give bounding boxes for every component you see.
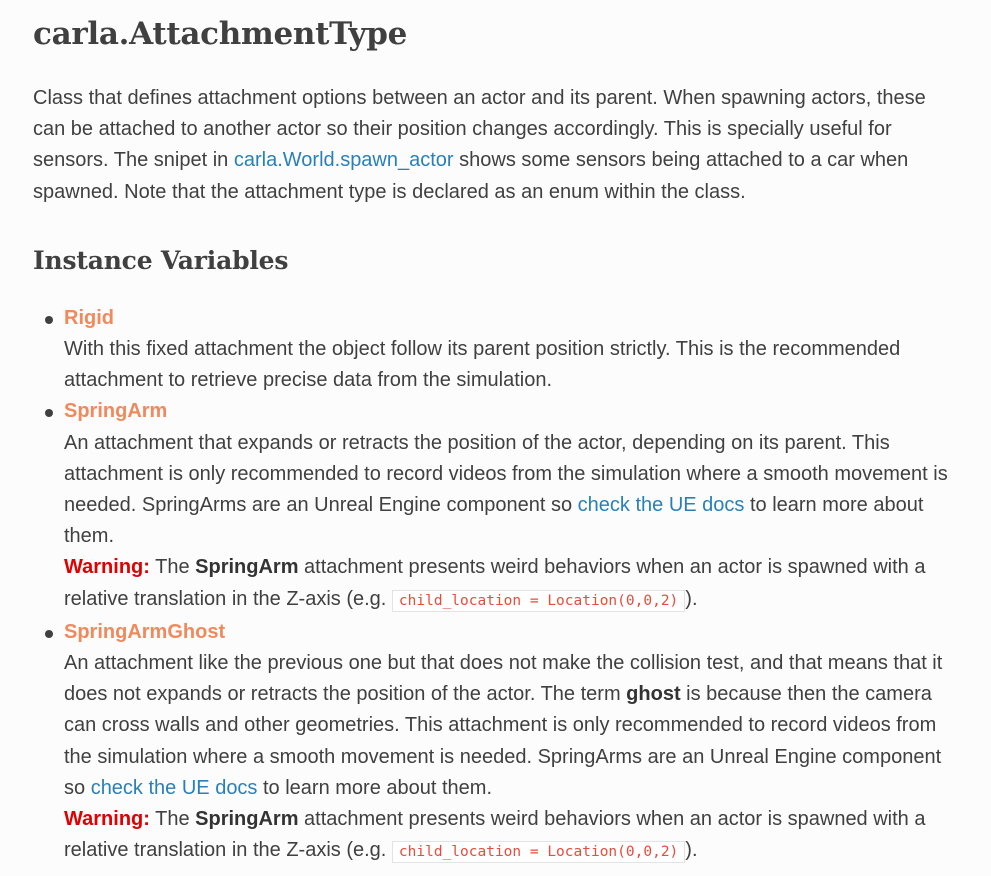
var-desc-ghost-a: An attachment like the previous one but that does not make the collision test, and that means that it does not expands or retracts the position of the actor. The term xyxy=(64,652,943,706)
var-desc-ghost-b: is because then the camera can cross walls and other geometries. This attachment is only recommended to record videos from the simulation where a smooth movement is needed. SpringArms are an Unreal Engine component so xyxy=(64,683,942,799)
ue-docs-link[interactable]: check the UE docs xyxy=(90,776,258,799)
warning-text-c: ). xyxy=(685,587,698,610)
list-item-springarmghost xyxy=(33,617,948,869)
spawn-actor-link[interactable]: carla.World.spawn_actor xyxy=(233,149,454,172)
warning-springarm-strong: SpringArm xyxy=(195,808,299,831)
var-desc-springarm-b: to learn more about them. xyxy=(64,494,924,548)
warning-text-c: ). xyxy=(685,839,698,862)
warning-text-b: attachment presents weird behaviors when an actor is spawned with a relative translation in the Z-axis (e.g. xyxy=(64,556,926,610)
warning-text-b: attachment presents weird behaviors when an actor is spawned with a relative translation in the Z-axis (e.g. xyxy=(64,808,926,862)
ghost-term-strong: ghost xyxy=(626,683,681,706)
var-name-springarmghost: SpringArmGhost xyxy=(64,620,226,643)
warning-text-a: The xyxy=(149,808,196,831)
warning-text-a: The xyxy=(149,556,196,579)
bullet-icon xyxy=(45,409,53,417)
page-title: carla.AttachmentType xyxy=(33,16,408,52)
warning-label: Warning: xyxy=(64,808,150,831)
code-snippet: child_location = Location(0,0,2) xyxy=(392,841,685,863)
var-desc-ghost-c: to learn more about them. xyxy=(257,776,493,799)
warning-springarm-strong: SpringArm xyxy=(195,556,299,579)
bullet-icon xyxy=(45,630,53,638)
var-name-springarm: SpringArm xyxy=(64,400,168,423)
intro-text-2: shows some sensors being attached to a car when spawned. Note that the attachment type is declared as an enum within the class. xyxy=(33,149,909,203)
warning-label: Warning: xyxy=(64,556,150,579)
var-name-rigid: Rigid xyxy=(64,306,114,329)
intro-text-1: Class that defines attachment options between an actor and its parent. When spawning actors, these can be attached to another actor so their position changes accordingly. This is specially useful for sensors. The snipet in xyxy=(33,87,926,172)
var-desc-rigid: With this fixed attachment the object follow its parent position strictly. This is the recommended attachment to retrieve precise data from the simulation. xyxy=(64,338,901,392)
intro-paragraph xyxy=(33,83,948,208)
ue-docs-link[interactable]: check the UE docs xyxy=(577,494,745,517)
list-item-springarm xyxy=(33,396,948,616)
bullet-icon xyxy=(45,316,53,324)
section-title-instance-variables: Instance Variables xyxy=(33,245,289,275)
instance-variables-list xyxy=(33,303,953,869)
list-item-rigid xyxy=(33,303,948,397)
code-snippet: child_location = Location(0,0,2) xyxy=(392,590,685,612)
var-desc-springarm-a: An attachment that expands or retracts the position of the actor, depending on its parent. This attachment is only recommended to record videos from the simulation where a smooth movement is needed. SpringArms are an Unreal Engine component so xyxy=(64,431,948,517)
